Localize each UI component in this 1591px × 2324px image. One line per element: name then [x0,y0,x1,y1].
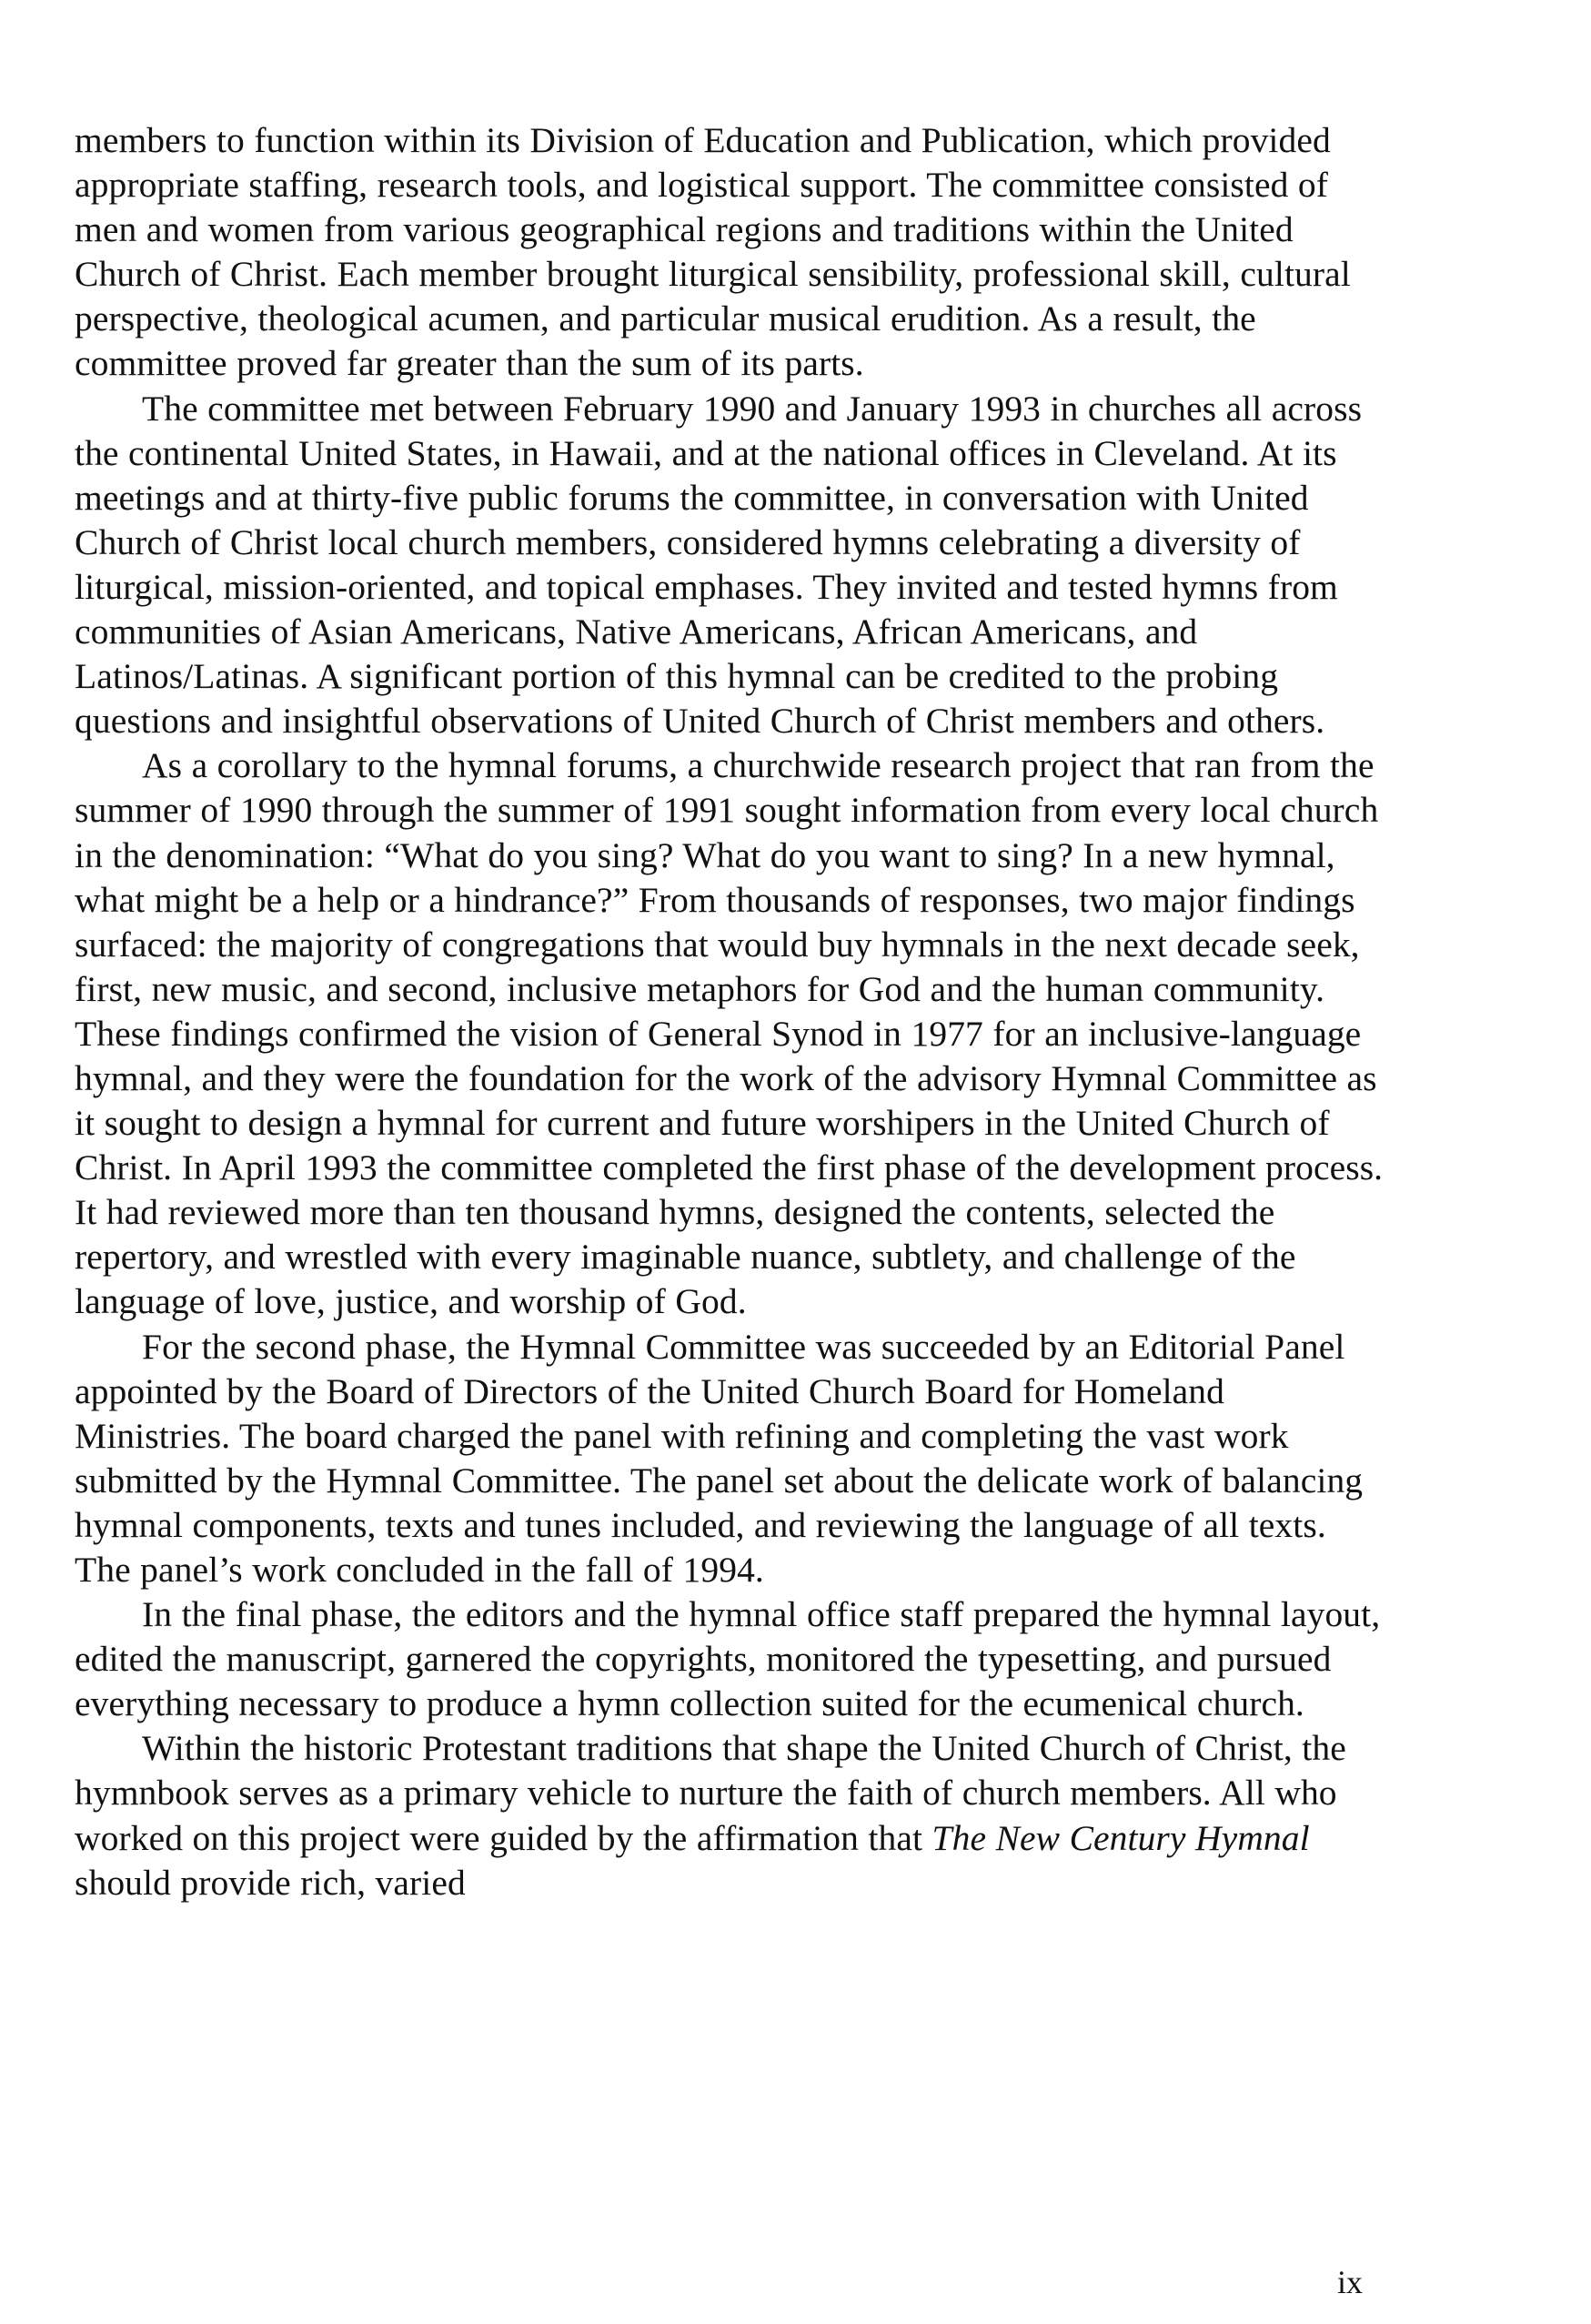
paragraph-text: should provide rich, varied [75,1862,466,1903]
paragraph-2 [75,387,1389,744]
page-number: ix [1337,2264,1364,2300]
paragraph-text: members to function within its Division of Education and Publication, which provided appropriate staffing, research tools, and logistical support. The committee consisted of men and women from various geographical regions and traditions within the United Church of Christ. Each member brought liturgical sensibility, professional skill, cultural perspective, theological acumen, and particular musical erudition. As a result, the committee proved far greater than the sum of its parts. [75,120,1351,384]
paragraph-text: The committee met between February 1990 and January 1993 in churches all across the continental United States, in Hawaii, and at the national offices in Cleveland. At its meetings and at thirty-five public forums the committee, in conversation with United Church of Christ local church members, considered hymns celebrating a diversity of liturgical, mission-oriented, and topical emphases. They invited and tested hymns from communities of Asian Americans, Native Americans, African Americans, and Latinos/Latinas. A significant portion of this hymnal can be credited to the probing questions and insightful observations of United Church of Christ members and others. [75,388,1363,742]
book-title: The New Century Hymnal [931,1817,1310,1858]
paragraph-4 [75,1325,1389,1593]
paragraph-text: Within the historic Protestant traditions that shape the United Church of Christ, the hymnbook serves as a primary vehicle to nurture the faith of church members. All who worked on this project were guided by the affirmation that [75,1728,1346,1858]
paragraph-6 [75,1726,1389,1905]
paragraph-5 [75,1592,1389,1726]
paragraph-text: As a corollary to the hymnal forums, a churchwide research project that ran from the summer of 1990 through the summer of 1991 sought information from every local church in the denomination: “What do you sing? What do you want to sing? In a new hymnal, what might be a help or a hindrance?” From thousands of responses, two major findings surfaced: the majority of congregations that would buy hymnals in the next decade seek, first, new music, and second, inclusive metaphors for God and the human community. These findings confirmed the vision of General Synod in 1977 for an inclusive-language hymnal, and they were the foundation for the work of the advisory Hymnal Committee as it sought to design a hymnal for current and future worshipers in the United Church of Christ. In April 1993 the committee completed the first phase of the development process. It had reviewed more than ten thousand hymns, designed the contents, selected the repertory, and wrestled with every imaginable nuance, subtlety, and challenge of the language of love, justice, and worship of God. [75,745,1384,1322]
body-text [75,118,1389,1905]
paragraph-1 [75,118,1389,387]
paragraph-text: In the final phase, the editors and the hymnal office staff prepared the hymnal layout, edited the manuscript, garnered the copyrights, monitored the typesetting, and pursued everything necessary to produce a hymn collection suited for the ecumenical church. [75,1594,1381,1724]
document-page [75,118,1389,2302]
paragraph-3 [75,743,1389,1324]
paragraph-text: For the second phase, the Hymnal Committee was succeeded by an Editorial Panel appointed by the Board of Directors of the United Church Board for Homeland Ministries. The board charged the panel with refining and completing the vast work submitted by the Hymnal Committee. The panel set about the delicate work of balancing hymnal components, texts and tunes included, and reviewing the language of all texts. The panel’s work concluded in the fall of 1994. [75,1326,1364,1590]
